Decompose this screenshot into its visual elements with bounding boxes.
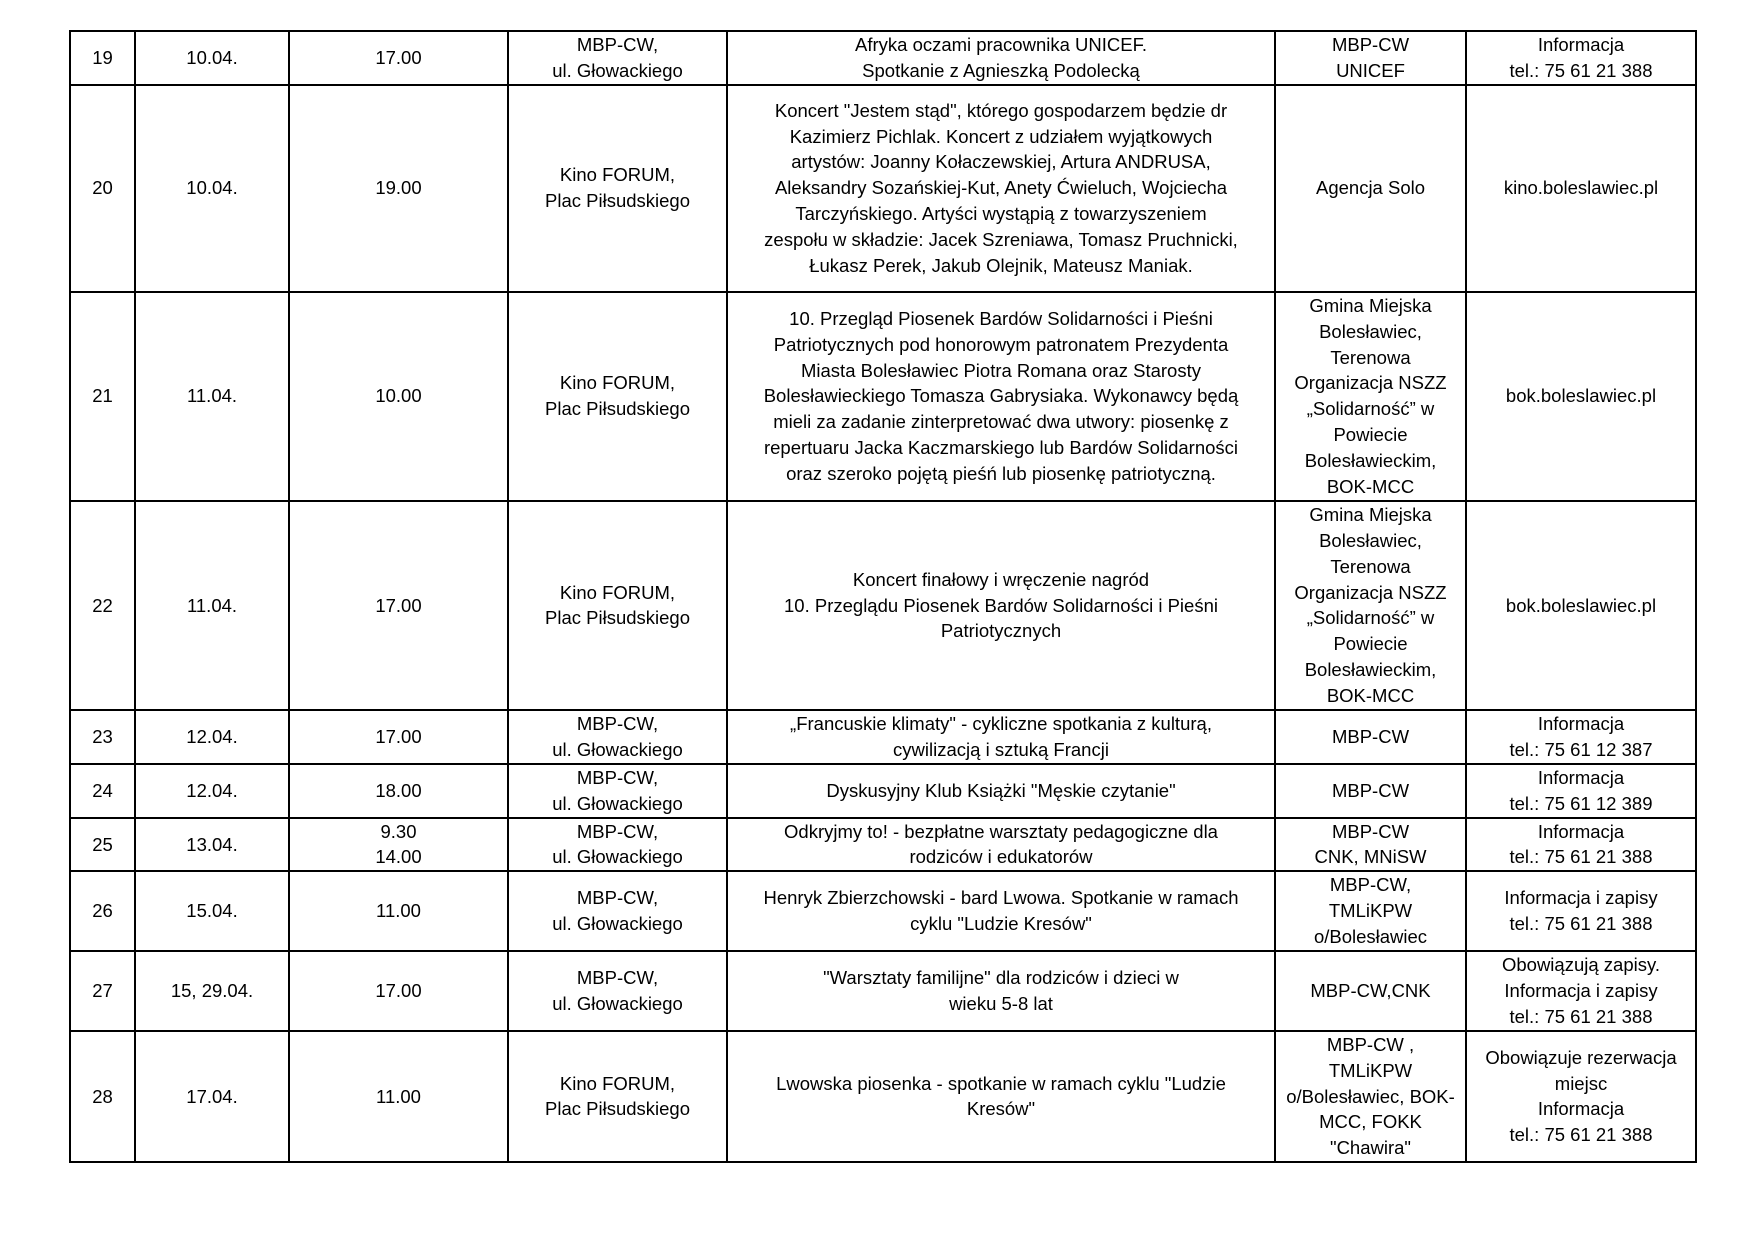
event-description-cell: Dyskusyjny Klub Książki "Męskie czytanie" — [727, 764, 1275, 818]
time-cell: 11.00 — [289, 1031, 508, 1162]
info-cell: kino.boleslawiec.pl — [1466, 85, 1696, 292]
organizer-cell: Agencja Solo — [1275, 85, 1466, 292]
date-cell: 13.04. — [135, 818, 289, 872]
place-cell: Kino FORUM, Plac Piłsudskiego — [508, 292, 727, 501]
row-number-cell: 21 — [70, 292, 135, 501]
row-number-cell: 26 — [70, 871, 135, 951]
row-number-cell: 28 — [70, 1031, 135, 1162]
row-number-cell: 23 — [70, 710, 135, 764]
place-cell: MBP-CW, ul. Głowackiego — [508, 764, 727, 818]
organizer-cell: MBP-CW,CNK — [1275, 951, 1466, 1031]
table-row — [70, 951, 1696, 1031]
date-cell: 15.04. — [135, 871, 289, 951]
event-description-cell: Lwowska piosenka - spotkanie w ramach cyklu "Ludzie Kresów" — [727, 1031, 1275, 1162]
time-cell: 17.00 — [289, 501, 508, 710]
date-cell: 15, 29.04. — [135, 951, 289, 1031]
place-cell: Kino FORUM, Plac Piłsudskiego — [508, 85, 727, 292]
info-cell: Informacja i zapisy tel.: 75 61 21 388 — [1466, 871, 1696, 951]
event-description-cell: Henryk Zbierzchowski - bard Lwowa. Spotkanie w ramach cyklu "Ludzie Kresów" — [727, 871, 1275, 951]
info-cell: Informacja tel.: 75 61 21 388 — [1466, 818, 1696, 872]
event-description-cell: Koncert finałowy i wręczenie nagród 10. Przeglądu Piosenek Bardów Solidarności i Pieśni Patriotycznych — [727, 501, 1275, 710]
place-cell: MBP-CW, ul. Głowackiego — [508, 871, 727, 951]
organizer-cell: MBP-CW UNICEF — [1275, 31, 1466, 85]
time-cell: 18.00 — [289, 764, 508, 818]
time-cell: 19.00 — [289, 85, 508, 292]
table-row — [70, 764, 1696, 818]
table-row — [70, 1031, 1696, 1162]
event-description-cell: 10. Przegląd Piosenek Bardów Solidarności i Pieśni Patriotycznych pod honorowym patronatem Prezydenta Miasta Bolesławiec Piotra Romana oraz Starosty Bolesławieckiego Tomasza Gabrysiaka. Wykonawcy będą mieli za zadanie zinterpretować dwa utwory: piosenkę z repertuaru Jacka Kaczmarskiego lub Bardów Solidarności oraz szeroko pojętą pieśń lub piosenkę patriotyczną. — [727, 292, 1275, 501]
table-row — [70, 85, 1696, 292]
date-cell: 10.04. — [135, 85, 289, 292]
info-cell: bok.boleslawiec.pl — [1466, 292, 1696, 501]
row-number-cell: 20 — [70, 85, 135, 292]
date-cell: 12.04. — [135, 764, 289, 818]
date-cell: 11.04. — [135, 501, 289, 710]
info-cell: Informacja tel.: 75 61 21 388 — [1466, 31, 1696, 85]
event-description-cell: „Francuskie klimaty" - cykliczne spotkania z kulturą, cywilizacją i sztuką Francji — [727, 710, 1275, 764]
place-cell: MBP-CW, ul. Głowackiego — [508, 710, 727, 764]
date-cell: 17.04. — [135, 1031, 289, 1162]
organizer-cell: MBP-CW , TMLiKPW o/Bolesławiec, BOK- MCC, FOKK "Chawira" — [1275, 1031, 1466, 1162]
place-cell: MBP-CW, ul. Głowackiego — [508, 818, 727, 872]
table-row — [70, 31, 1696, 85]
time-cell: 17.00 — [289, 31, 508, 85]
events-table — [69, 30, 1697, 1163]
info-cell: Informacja tel.: 75 61 12 389 — [1466, 764, 1696, 818]
table-row — [70, 710, 1696, 764]
event-description-cell: "Warsztaty familijne" dla rodziców i dzieci w wieku 5-8 lat — [727, 951, 1275, 1031]
date-cell: 12.04. — [135, 710, 289, 764]
time-cell: 9.30 14.00 — [289, 818, 508, 872]
row-number-cell: 19 — [70, 31, 135, 85]
organizer-cell: MBP-CW, TMLiKPW o/Bolesławiec — [1275, 871, 1466, 951]
event-description-cell: Odkryjmy to! - bezpłatne warsztaty pedagogiczne dla rodziców i edukatorów — [727, 818, 1275, 872]
event-description-cell: Koncert "Jestem stąd", którego gospodarzem będzie dr Kazimierz Pichlak. Koncert z udziałem wyjątkowych artystów: Joanny Kołaczewskiej, Artura ANDRUSA, Aleksandry Sozańskiej-Kut, Anety Ćwieluch, Wojciecha Tarczyńskiego. Artyści wystąpią z towarzyszeniem zespołu w składzie: Jacek Szreniawa, Tomasz Pruchnicki, Łukasz Perek, Jakub Olejnik, Mateusz Maniak. — [727, 85, 1275, 292]
time-cell: 17.00 — [289, 710, 508, 764]
time-cell: 17.00 — [289, 951, 508, 1031]
organizer-cell: Gmina Miejska Bolesławiec, Terenowa Organizacja NSZZ „Solidarność” w Powiecie Bolesławieckim, BOK-MCC — [1275, 501, 1466, 710]
place-cell: Kino FORUM, Plac Piłsudskiego — [508, 501, 727, 710]
info-cell: Obowiązują zapisy. Informacja i zapisy tel.: 75 61 21 388 — [1466, 951, 1696, 1031]
table-row — [70, 818, 1696, 872]
table-row — [70, 871, 1696, 951]
time-cell: 11.00 — [289, 871, 508, 951]
table-row — [70, 501, 1696, 710]
info-cell: Informacja tel.: 75 61 12 387 — [1466, 710, 1696, 764]
place-cell: Kino FORUM, Plac Piłsudskiego — [508, 1031, 727, 1162]
date-cell: 10.04. — [135, 31, 289, 85]
event-description-cell: Afryka oczami pracownika UNICEF. Spotkanie z Agnieszką Podolecką — [727, 31, 1275, 85]
organizer-cell: MBP-CW — [1275, 764, 1466, 818]
events-table-body — [70, 31, 1696, 1162]
row-number-cell: 25 — [70, 818, 135, 872]
date-cell: 11.04. — [135, 292, 289, 501]
row-number-cell: 27 — [70, 951, 135, 1031]
row-number-cell: 22 — [70, 501, 135, 710]
row-number-cell: 24 — [70, 764, 135, 818]
organizer-cell: MBP-CW CNK, MNiSW — [1275, 818, 1466, 872]
place-cell: MBP-CW, ul. Głowackiego — [508, 31, 727, 85]
place-cell: MBP-CW, ul. Głowackiego — [508, 951, 727, 1031]
info-cell: Obowiązuje rezerwacja miejsc Informacja tel.: 75 61 21 388 — [1466, 1031, 1696, 1162]
organizer-cell: Gmina Miejska Bolesławiec, Terenowa Organizacja NSZZ „Solidarność” w Powiecie Bolesławieckim, BOK-MCC — [1275, 292, 1466, 501]
time-cell: 10.00 — [289, 292, 508, 501]
info-cell: bok.boleslawiec.pl — [1466, 501, 1696, 710]
table-row — [70, 292, 1696, 501]
organizer-cell: MBP-CW — [1275, 710, 1466, 764]
